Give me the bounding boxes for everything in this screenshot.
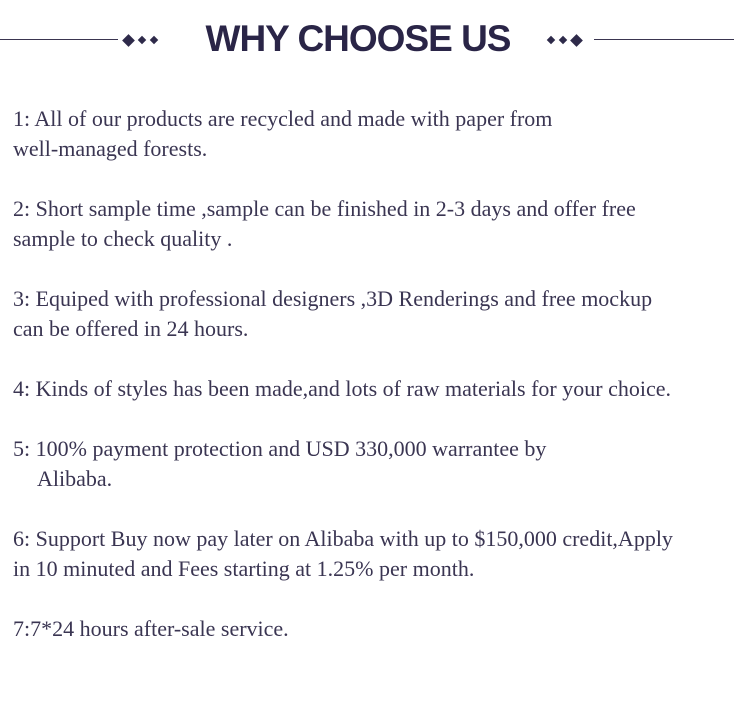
list-item [13, 194, 741, 254]
list-item-line: sample to check quality . [13, 226, 233, 251]
list-item-line: 1: All of our products are recycled and made with paper from [13, 106, 553, 131]
section-header [0, 0, 750, 80]
list-item [13, 614, 741, 644]
list-item-line: 5: 100% payment protection and USD 330,000 warrantee by [13, 436, 547, 461]
list-item [13, 374, 741, 404]
list-item-line: can be offered in 24 hours. [13, 316, 249, 341]
list-item-line: Alibaba. [37, 466, 113, 491]
list-item-line: in 10 minuted and Fees starting at 1.25% per month. [13, 556, 475, 581]
page-title: WHY CHOOSE US [205, 18, 511, 59]
list-item [13, 284, 741, 344]
list-item [13, 524, 741, 584]
list-item-line: 7:7*24 hours after-sale service. [13, 616, 289, 641]
list-item-line: 2: Short sample time ,sample can be finished in 2-3 days and offer free [13, 196, 636, 221]
diamond-ornament-right [545, 30, 584, 50]
list-item-line: well-managed forests. [13, 136, 208, 161]
list-item [13, 104, 741, 164]
list-item [13, 434, 741, 494]
diamond-icon [547, 36, 555, 44]
list-item-line: 3: Equiped with professional designers ,3D Renderings and free mockup [13, 286, 653, 311]
reasons-list [13, 104, 741, 674]
divider-line-right [594, 39, 734, 40]
list-item-line: 4: Kinds of styles has been made,and lots of raw materials for your choice. [13, 376, 671, 401]
list-item-line: 6: Support Buy now pay later on Alibaba with up to $150,000 credit,Apply [13, 526, 673, 551]
diamond-icon [570, 34, 583, 47]
diamond-icon [559, 36, 567, 44]
